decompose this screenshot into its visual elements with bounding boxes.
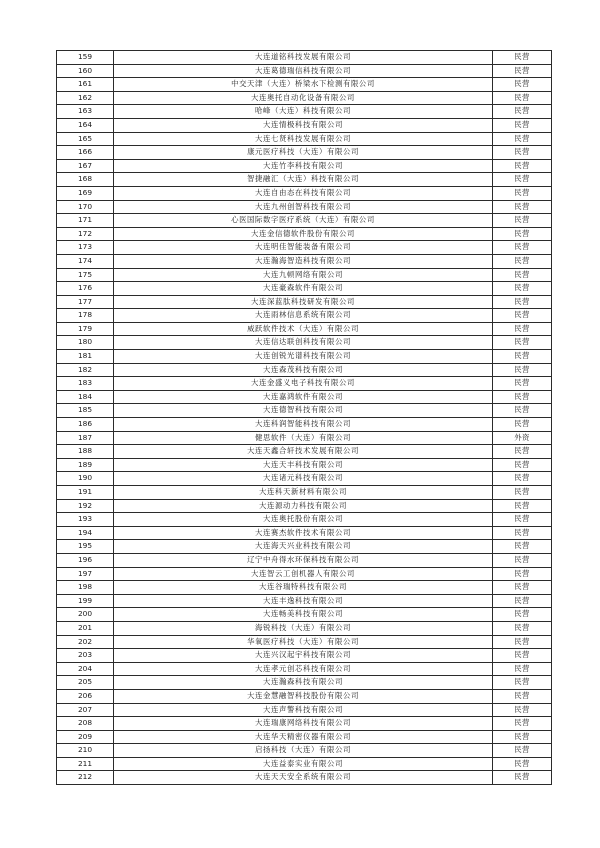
table-row	[57, 581, 552, 595]
company-name: 大连明佳智能装备有限公司	[114, 241, 493, 255]
row-number: 166	[57, 146, 114, 160]
table-row	[57, 105, 552, 119]
company-name: 大连华天精密仪器有限公司	[114, 730, 493, 744]
table-row	[57, 594, 552, 608]
ownership-type: 民营	[493, 445, 552, 459]
table-row	[57, 526, 552, 540]
table-row	[57, 404, 552, 418]
company-name: 大连竹李科技有限公司	[114, 159, 493, 173]
ownership-type: 民营	[493, 581, 552, 595]
table-row	[57, 350, 552, 364]
table-row	[57, 771, 552, 785]
table-row	[57, 540, 552, 554]
table-row	[57, 418, 552, 432]
table-row	[57, 336, 552, 350]
ownership-type: 民营	[493, 567, 552, 581]
ownership-type: 民营	[493, 540, 552, 554]
ownership-type: 民营	[493, 499, 552, 513]
ownership-type: 民营	[493, 78, 552, 92]
ownership-type: 民营	[493, 159, 552, 173]
row-number: 182	[57, 363, 114, 377]
row-number: 170	[57, 200, 114, 214]
row-number: 178	[57, 309, 114, 323]
company-name: 大连嘉鸿软件有限公司	[114, 390, 493, 404]
row-number: 176	[57, 282, 114, 296]
row-number: 198	[57, 581, 114, 595]
company-list-table	[56, 50, 552, 785]
table-row	[57, 64, 552, 78]
table-row	[57, 445, 552, 459]
ownership-type: 民营	[493, 132, 552, 146]
table-row	[57, 322, 552, 336]
ownership-type: 民营	[493, 350, 552, 364]
table-row	[57, 730, 552, 744]
table-row	[57, 173, 552, 187]
ownership-type: 民营	[493, 146, 552, 160]
company-name: 大连瀚森科技有限公司	[114, 676, 493, 690]
company-name: 大连七贤科技发展有限公司	[114, 132, 493, 146]
ownership-type: 民营	[493, 404, 552, 418]
company-name: 大连道铭科技发展有限公司	[114, 51, 493, 65]
ownership-type: 民营	[493, 526, 552, 540]
row-number: 194	[57, 526, 114, 540]
company-name: 大连金盛义电子科技有限公司	[114, 377, 493, 391]
company-name: 大连孝元创芯科技有限公司	[114, 662, 493, 676]
row-number: 179	[57, 322, 114, 336]
row-number: 169	[57, 186, 114, 200]
company-name: 大连赛杰软件技术有限公司	[114, 526, 493, 540]
company-name: 大连情极科技有限公司	[114, 118, 493, 132]
company-name: 大连天丰科技有限公司	[114, 458, 493, 472]
row-number: 206	[57, 689, 114, 703]
row-number: 210	[57, 744, 114, 758]
company-name: 大连九州创智科技有限公司	[114, 200, 493, 214]
row-number: 205	[57, 676, 114, 690]
row-number: 171	[57, 214, 114, 228]
table-row	[57, 146, 552, 160]
company-name: 大连信达联创科技有限公司	[114, 336, 493, 350]
row-number: 208	[57, 717, 114, 731]
company-name: 大连海天兴业科技有限公司	[114, 540, 493, 554]
table-row	[57, 91, 552, 105]
row-number: 174	[57, 254, 114, 268]
ownership-type: 民营	[493, 472, 552, 486]
row-number: 211	[57, 757, 114, 771]
ownership-type: 民营	[493, 703, 552, 717]
ownership-type: 民营	[493, 214, 552, 228]
row-number: 186	[57, 418, 114, 432]
table-row	[57, 499, 552, 513]
ownership-type: 民营	[493, 51, 552, 65]
company-name: 大连森茂科技有限公司	[114, 363, 493, 377]
ownership-type: 民营	[493, 418, 552, 432]
row-number: 200	[57, 608, 114, 622]
row-number: 172	[57, 227, 114, 241]
ownership-type: 民营	[493, 254, 552, 268]
row-number: 181	[57, 350, 114, 364]
table-row	[57, 635, 552, 649]
table-row	[57, 254, 552, 268]
company-name: 大连瀚海智造科技有限公司	[114, 254, 493, 268]
row-number: 197	[57, 567, 114, 581]
row-number: 159	[57, 51, 114, 65]
table-row	[57, 486, 552, 500]
table-row	[57, 268, 552, 282]
company-name: 大连畅美科技有限公司	[114, 608, 493, 622]
table-row	[57, 744, 552, 758]
ownership-type: 民营	[493, 241, 552, 255]
ownership-type: 民营	[493, 295, 552, 309]
row-number: 191	[57, 486, 114, 500]
row-number: 190	[57, 472, 114, 486]
ownership-type: 民营	[493, 282, 552, 296]
company-name: 大连金慧融智科技股份有限公司	[114, 689, 493, 703]
company-name: 大连科天新材料有限公司	[114, 486, 493, 500]
table-row	[57, 553, 552, 567]
row-number: 207	[57, 703, 114, 717]
ownership-type: 民营	[493, 676, 552, 690]
row-number: 164	[57, 118, 114, 132]
table-row	[57, 51, 552, 65]
table-row	[57, 608, 552, 622]
company-name: 辽宁中舟得水环保科技有限公司	[114, 553, 493, 567]
company-name: 康元医疗科技（大连）有限公司	[114, 146, 493, 160]
table-row	[57, 757, 552, 771]
company-name: 大连益泰实业有限公司	[114, 757, 493, 771]
company-name: 大连金信德软件股份有限公司	[114, 227, 493, 241]
company-name: 大连兴汉起宇科技有限公司	[114, 649, 493, 663]
row-number: 195	[57, 540, 114, 554]
company-name: 大连丰逸科技有限公司	[114, 594, 493, 608]
table-row	[57, 241, 552, 255]
row-number: 160	[57, 64, 114, 78]
company-name: 大连创锐光谱科技有限公司	[114, 350, 493, 364]
row-number: 212	[57, 771, 114, 785]
ownership-type: 民营	[493, 322, 552, 336]
company-name: 健思软件（大连）有限公司	[114, 431, 493, 445]
company-name: 海锐科技（大连）有限公司	[114, 621, 493, 635]
ownership-type: 民营	[493, 363, 552, 377]
table-row	[57, 227, 552, 241]
table-row	[57, 118, 552, 132]
company-name: 大连谷瑞特科技有限公司	[114, 581, 493, 595]
row-number: 193	[57, 513, 114, 527]
ownership-type: 民营	[493, 771, 552, 785]
ownership-type: 民营	[493, 730, 552, 744]
row-number: 167	[57, 159, 114, 173]
table-row	[57, 282, 552, 296]
row-number: 192	[57, 499, 114, 513]
ownership-type: 民营	[493, 757, 552, 771]
row-number: 196	[57, 553, 114, 567]
row-number: 209	[57, 730, 114, 744]
row-number: 184	[57, 390, 114, 404]
table-row	[57, 200, 552, 214]
table-row	[57, 513, 552, 527]
table-row	[57, 431, 552, 445]
table-row	[57, 458, 552, 472]
ownership-type: 民营	[493, 309, 552, 323]
company-name: 大连源动力科技有限公司	[114, 499, 493, 513]
company-name: 大连奥托股份有限公司	[114, 513, 493, 527]
ownership-type: 民营	[493, 173, 552, 187]
table-row	[57, 703, 552, 717]
company-name: 大连深蓝肽科技研发有限公司	[114, 295, 493, 309]
ownership-type: 民营	[493, 91, 552, 105]
company-name: 大连智云工创机器人有限公司	[114, 567, 493, 581]
table-row	[57, 363, 552, 377]
ownership-type: 民营	[493, 227, 552, 241]
row-number: 201	[57, 621, 114, 635]
company-name: 大连瑞康网络科技有限公司	[114, 717, 493, 731]
company-name: 中交天津（大连）桥梁水下检测有限公司	[114, 78, 493, 92]
ownership-type: 民营	[493, 458, 552, 472]
ownership-type: 民营	[493, 268, 552, 282]
row-number: 185	[57, 404, 114, 418]
row-number: 199	[57, 594, 114, 608]
row-number: 203	[57, 649, 114, 663]
row-number: 202	[57, 635, 114, 649]
company-name: 大连科润智能科技有限公司	[114, 418, 493, 432]
ownership-type: 民营	[493, 717, 552, 731]
ownership-type: 民营	[493, 186, 552, 200]
ownership-type: 外资	[493, 431, 552, 445]
ownership-type: 民营	[493, 621, 552, 635]
ownership-type: 民营	[493, 64, 552, 78]
ownership-type: 民营	[493, 486, 552, 500]
ownership-type: 民营	[493, 649, 552, 663]
row-number: 161	[57, 78, 114, 92]
row-number: 188	[57, 445, 114, 459]
company-name: 大连雨林信息系统有限公司	[114, 309, 493, 323]
company-name: 大连自由态在科技有限公司	[114, 186, 493, 200]
row-number: 165	[57, 132, 114, 146]
table-row	[57, 621, 552, 635]
row-number: 180	[57, 336, 114, 350]
table-row	[57, 567, 552, 581]
table-row	[57, 662, 552, 676]
company-name: 启扬科技（大连）有限公司	[114, 744, 493, 758]
company-name: 心医国际数字医疗系统（大连）有限公司	[114, 214, 493, 228]
ownership-type: 民营	[493, 336, 552, 350]
ownership-type: 民营	[493, 553, 552, 567]
table-row	[57, 295, 552, 309]
table-row	[57, 159, 552, 173]
company-name: 大连德智科技有限公司	[114, 404, 493, 418]
table-row	[57, 377, 552, 391]
table-row	[57, 309, 552, 323]
ownership-type: 民营	[493, 377, 552, 391]
table-row	[57, 472, 552, 486]
row-number: 163	[57, 105, 114, 119]
company-name: 威跃软件技术（大连）有限公司	[114, 322, 493, 336]
ownership-type: 民营	[493, 744, 552, 758]
ownership-type: 民营	[493, 513, 552, 527]
ownership-type: 民营	[493, 635, 552, 649]
row-number: 173	[57, 241, 114, 255]
ownership-type: 民营	[493, 390, 552, 404]
ownership-type: 民营	[493, 608, 552, 622]
company-name: 哈峰（大连）科技有限公司	[114, 105, 493, 119]
row-number: 175	[57, 268, 114, 282]
ownership-type: 民营	[493, 118, 552, 132]
row-number: 183	[57, 377, 114, 391]
row-number: 162	[57, 91, 114, 105]
company-name: 大连九顿网络有限公司	[114, 268, 493, 282]
company-name: 智捷融汇（大连）科技有限公司	[114, 173, 493, 187]
table-row	[57, 676, 552, 690]
row-number: 168	[57, 173, 114, 187]
company-list-body	[57, 51, 552, 785]
company-name: 华氧医疗科技（大连）有限公司	[114, 635, 493, 649]
company-name: 大连天天安全系统有限公司	[114, 771, 493, 785]
row-number: 189	[57, 458, 114, 472]
company-name: 大连天鑫合轩技术发展有限公司	[114, 445, 493, 459]
row-number: 204	[57, 662, 114, 676]
ownership-type: 民营	[493, 594, 552, 608]
company-name: 大连豪森软件有限公司	[114, 282, 493, 296]
table-row	[57, 214, 552, 228]
row-number: 187	[57, 431, 114, 445]
table-row	[57, 390, 552, 404]
company-name: 大连诸元科技有限公司	[114, 472, 493, 486]
ownership-type: 民营	[493, 105, 552, 119]
table-row	[57, 717, 552, 731]
ownership-type: 民营	[493, 689, 552, 703]
row-number: 177	[57, 295, 114, 309]
table-row	[57, 689, 552, 703]
table-row	[57, 649, 552, 663]
table-row	[57, 186, 552, 200]
table-row	[57, 132, 552, 146]
ownership-type: 民营	[493, 662, 552, 676]
company-name: 大连声警科技有限公司	[114, 703, 493, 717]
company-name: 大连葛德瑞信科技有限公司	[114, 64, 493, 78]
company-name: 大连奥托自动化设备有限公司	[114, 91, 493, 105]
ownership-type: 民营	[493, 200, 552, 214]
table-row	[57, 78, 552, 92]
